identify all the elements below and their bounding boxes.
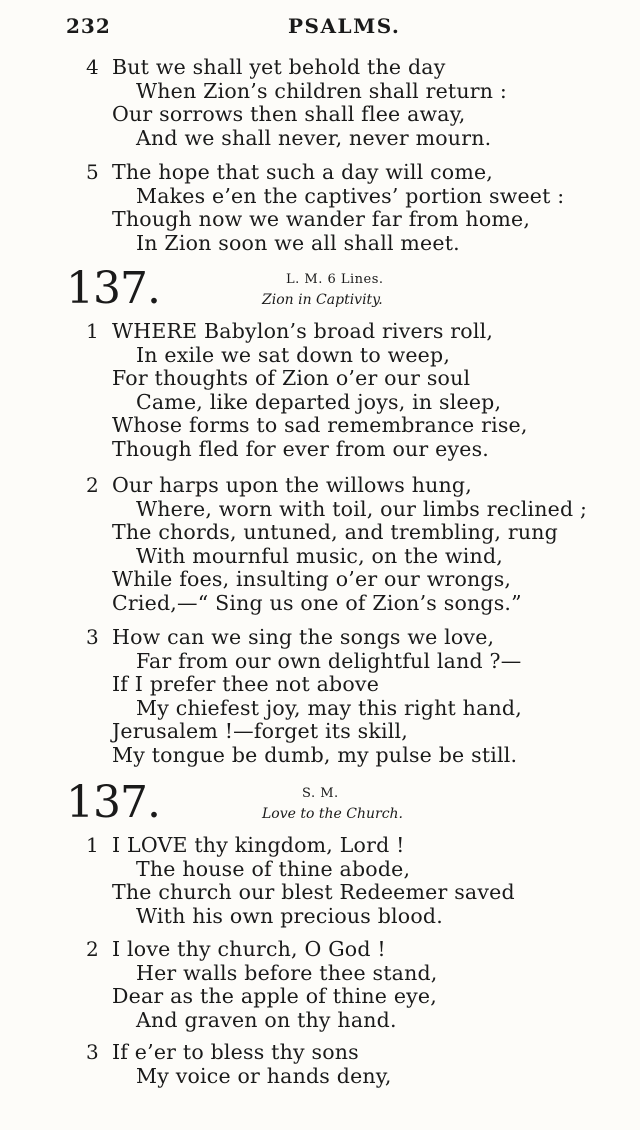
- verse-line: Jerusalem !—forget its skill,: [112, 719, 408, 743]
- hymn-heading: [66, 263, 606, 320]
- stanza-number: 5: [86, 160, 99, 184]
- verse-line: With his own precious blood.: [136, 903, 443, 928]
- verse-line: WHERE Babylon’s broad rivers roll,: [112, 319, 494, 343]
- stanza-number: 1: [86, 319, 99, 343]
- verse-line: Dear as the apple of thine eye,: [112, 984, 437, 1008]
- running-title: PSALMS.: [288, 14, 401, 38]
- page-header: [66, 14, 596, 44]
- verse-line: Far from our own delightful land ?—: [136, 648, 522, 673]
- verse-line: The church our blest Redeemer saved: [112, 880, 515, 904]
- verse-line: In Zion soon we all shall meet.: [136, 230, 460, 255]
- verse-line: If I prefer thee not above: [112, 672, 380, 696]
- verse-line: Came, like departed joys, in sleep,: [136, 389, 502, 414]
- stanza-number: 3: [86, 625, 99, 649]
- verse-line: Though fled for ever from our eyes.: [112, 436, 490, 461]
- hymn-number: 137.: [66, 777, 160, 828]
- verse-line: My chiefest joy, may this right hand,: [136, 695, 522, 720]
- verse-line: The hope that such a day will come,: [112, 160, 494, 184]
- verse-line: For thoughts of Zion o’er our soul: [112, 366, 471, 390]
- verse-line: How can we sing the songs we love,: [112, 625, 495, 649]
- verse-line: Our harps upon the willows hung,: [112, 473, 472, 497]
- verse-line: If e’er to bless thy sons: [112, 1040, 359, 1064]
- verse-line: Cried,—“ Sing us one of Zion’s songs.”: [112, 590, 522, 615]
- verse-line: My voice or hands deny,: [136, 1063, 392, 1088]
- verse-line: But we shall yet behold the day: [112, 55, 446, 79]
- verse-line: Our sorrows then shall flee away,: [112, 102, 466, 126]
- verse-line: The house of thine abode,: [136, 856, 411, 881]
- hymn-heading: [66, 777, 606, 834]
- verse-line: Her walls before thee stand,: [136, 960, 438, 985]
- verse-line: I LOVE thy kingdom, Lord !: [112, 833, 405, 857]
- stanza-number: 2: [86, 473, 99, 497]
- hymn-meter: S. M.: [302, 786, 339, 801]
- stanza-number: 1: [86, 833, 99, 857]
- verse-line: Whose forms to sad remembrance rise,: [112, 413, 528, 437]
- page-number: 232: [66, 14, 111, 38]
- stanza-number: 4: [86, 55, 99, 79]
- verse-line: With mournful music, on the wind,: [136, 543, 504, 568]
- verse-line: While foes, insulting o’er our wrongs,: [112, 567, 512, 591]
- hymn-subtitle: Zion in Captivity.: [262, 292, 383, 308]
- hymn-meter: L. M. 6 Lines.: [286, 272, 384, 287]
- verse-line: And we shall never, never mourn.: [136, 125, 492, 150]
- verse-line: Makes e’en the captives’ portion sweet :: [136, 183, 565, 208]
- stanza-number: 3: [86, 1040, 99, 1064]
- hymn-number: 137.: [66, 263, 160, 314]
- verse-line: My tongue be dumb, my pulse be still.: [112, 742, 518, 767]
- hymn-subtitle: Love to the Church.: [262, 806, 403, 822]
- verse-line: Though now we wander far from home,: [112, 207, 531, 231]
- verse-line: Where, worn with toil, our limbs reclined ;: [136, 496, 588, 521]
- stanza-number: 2: [86, 937, 99, 961]
- verse-line: In exile we sat down to weep,: [136, 342, 451, 367]
- verse-line: I love thy church, O God !: [112, 937, 386, 961]
- verse-line: The chords, untuned, and trembling, rung: [112, 520, 558, 544]
- verse-line: And graven on thy hand.: [136, 1007, 397, 1032]
- verse-line: When Zion’s children shall return :: [136, 78, 507, 103]
